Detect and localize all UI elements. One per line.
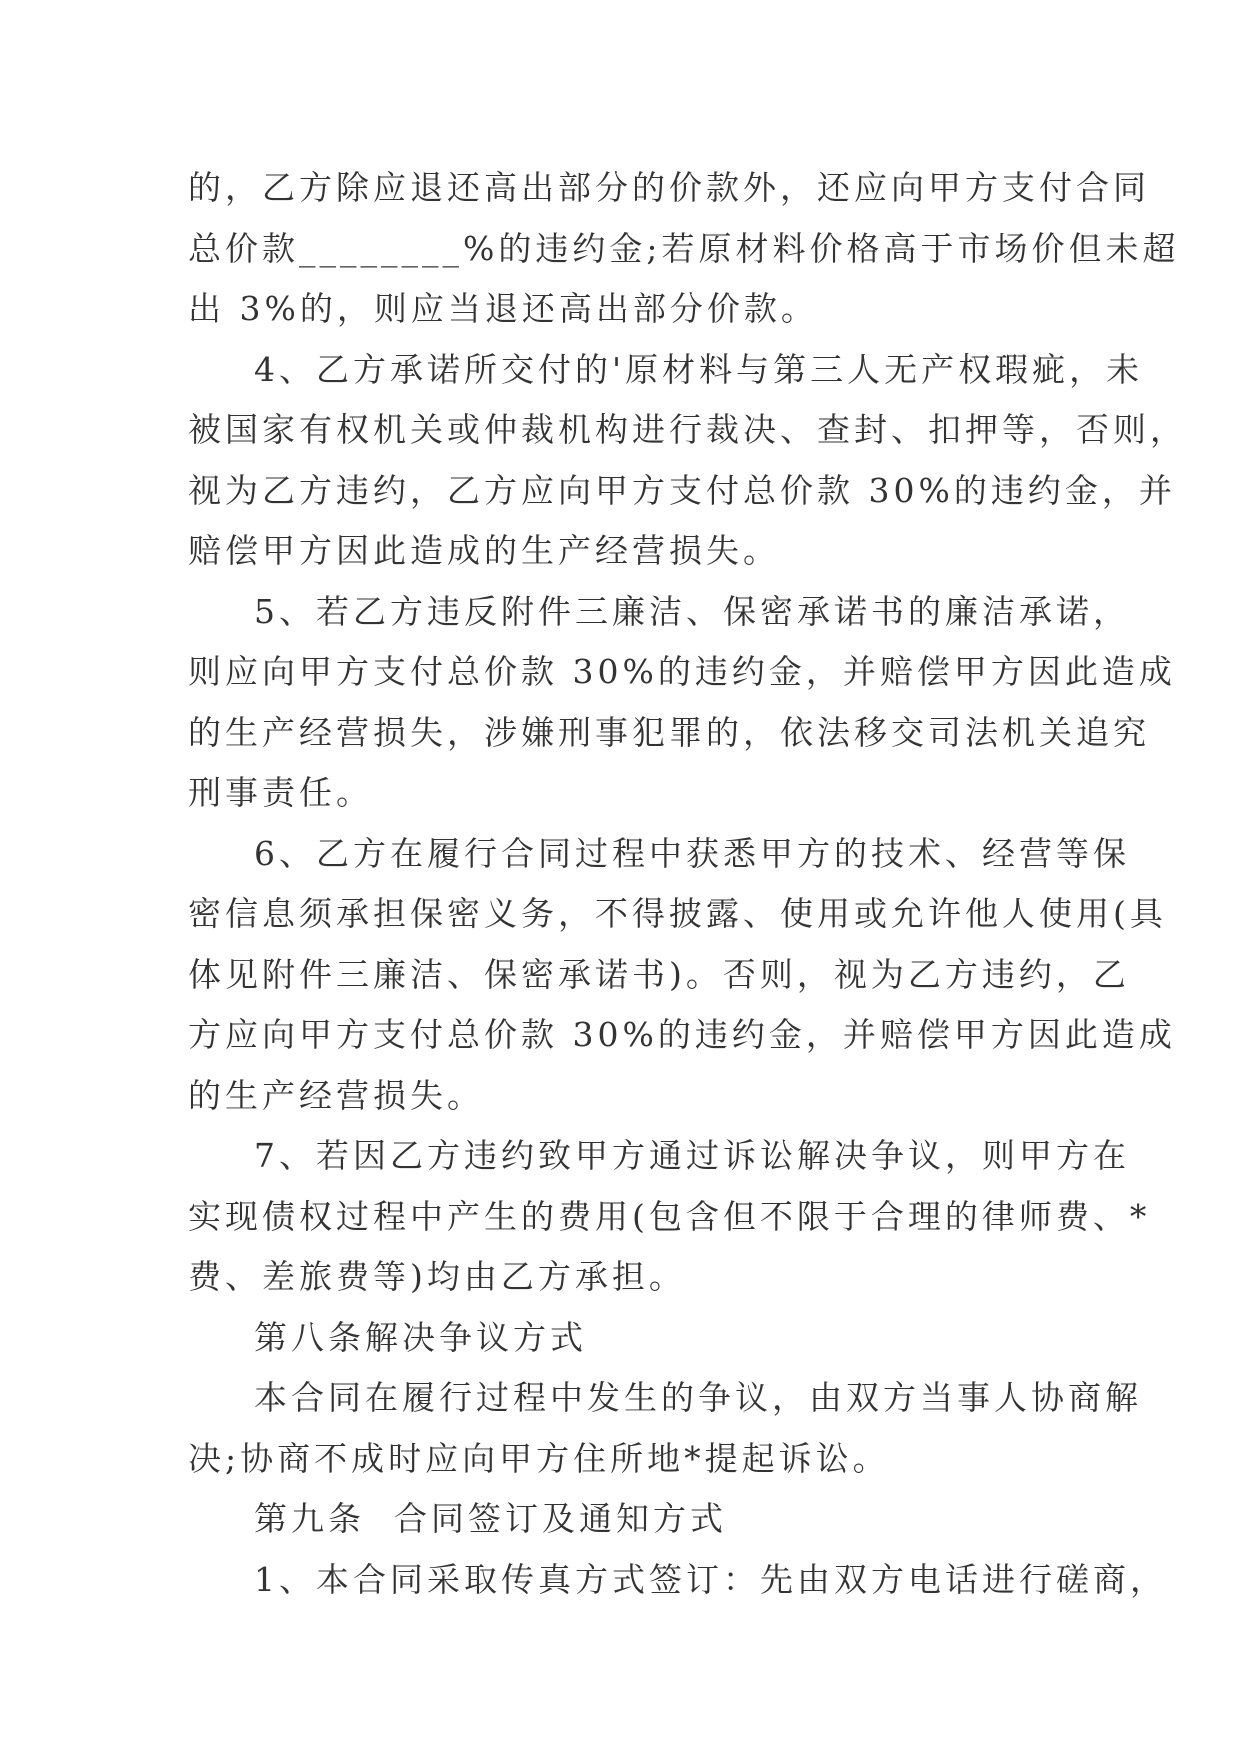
text-line: 的生产经营损失。 xyxy=(188,1075,484,1115)
text-line: 的，乙方除应退还高出部分的价款外，还应向甲方支付合同 xyxy=(188,168,1150,207)
text-line: 7、若因乙方违约致甲方通过诉讼解决争议，则甲方在 xyxy=(254,1136,1130,1175)
text-line: 被国家有权机关或仲裁机构进行裁决、查封、扣押等，否则， xyxy=(188,410,1187,449)
text-line: 1、本合同采取传真方式签订：先由双方电话进行磋商， xyxy=(254,1559,1167,1599)
text-line: 赔偿甲方因此造成的生产经营损失。 xyxy=(188,531,780,570)
text-line: 密信息须承担保密义务，不得披露、使用或允许他人使用(具 xyxy=(188,894,1167,933)
text-line: 刑事责任。 xyxy=(188,773,373,812)
article-8-body xyxy=(188,1368,1142,1489)
paragraph-clause-5 xyxy=(188,582,1176,824)
text-line: 方应向甲方支付总价款 30%的违约金，并赔偿甲方因此造成 xyxy=(188,1015,1176,1054)
article-9-heading xyxy=(188,1489,1058,1550)
text-line: 费、差旅费等)均由乙方承担。 xyxy=(188,1257,686,1296)
text-line: 总价款________%的违约金;若原材料价格高于市场价但未超 xyxy=(188,228,1180,268)
text-line: 实现债权过程中产生的费用(包含但不限于合理的律师费、* xyxy=(188,1196,1151,1236)
text-line: 体见附件三廉洁、保密承诺书)。否则，视为乙方违约，乙 xyxy=(188,954,1130,994)
text-line: 决;协商不成时应向甲方住所地*提起诉讼。 xyxy=(188,1438,890,1478)
text-line: 第九条 合同签订及通知方式 xyxy=(254,1499,727,1538)
text-line: 出 3%的，则应当退还高出部分价款。 xyxy=(188,289,818,328)
paragraph-clause-7 xyxy=(188,1126,1151,1308)
document-body xyxy=(188,158,1187,1610)
article-9-item-1 xyxy=(188,1550,1167,1611)
paragraph-clause-6 xyxy=(188,824,1176,1127)
text-line: 4、乙方承诺所交付的'原材料与第三人无产权瑕疵，未 xyxy=(254,349,1144,389)
paragraph-clause-4 xyxy=(188,340,1187,582)
text-line: 的生产经营损失，涉嫌刑事犯罪的，依法移交司法机关追究 xyxy=(188,712,1150,752)
text-line: 本合同在履行过程中发生的争议，由双方当事人协商解 xyxy=(254,1378,1142,1417)
text-line: 5、若乙方违反附件三廉洁、保密承诺书的廉洁承诺， xyxy=(254,591,1130,631)
article-8-heading xyxy=(188,1308,1058,1369)
text-line: 6、乙方在履行合同过程中获悉甲方的技术、经营等保 xyxy=(254,833,1130,873)
text-line: 第八条解决争议方式 xyxy=(254,1317,587,1357)
text-line: 则应向甲方支付总价款 30%的违约金，并赔偿甲方因此造成 xyxy=(188,652,1176,691)
text-line: 视为乙方违约，乙方应向甲方支付总价款 30%的违约金，并 xyxy=(188,470,1176,510)
paragraph-clause-3-continued xyxy=(188,158,1180,340)
